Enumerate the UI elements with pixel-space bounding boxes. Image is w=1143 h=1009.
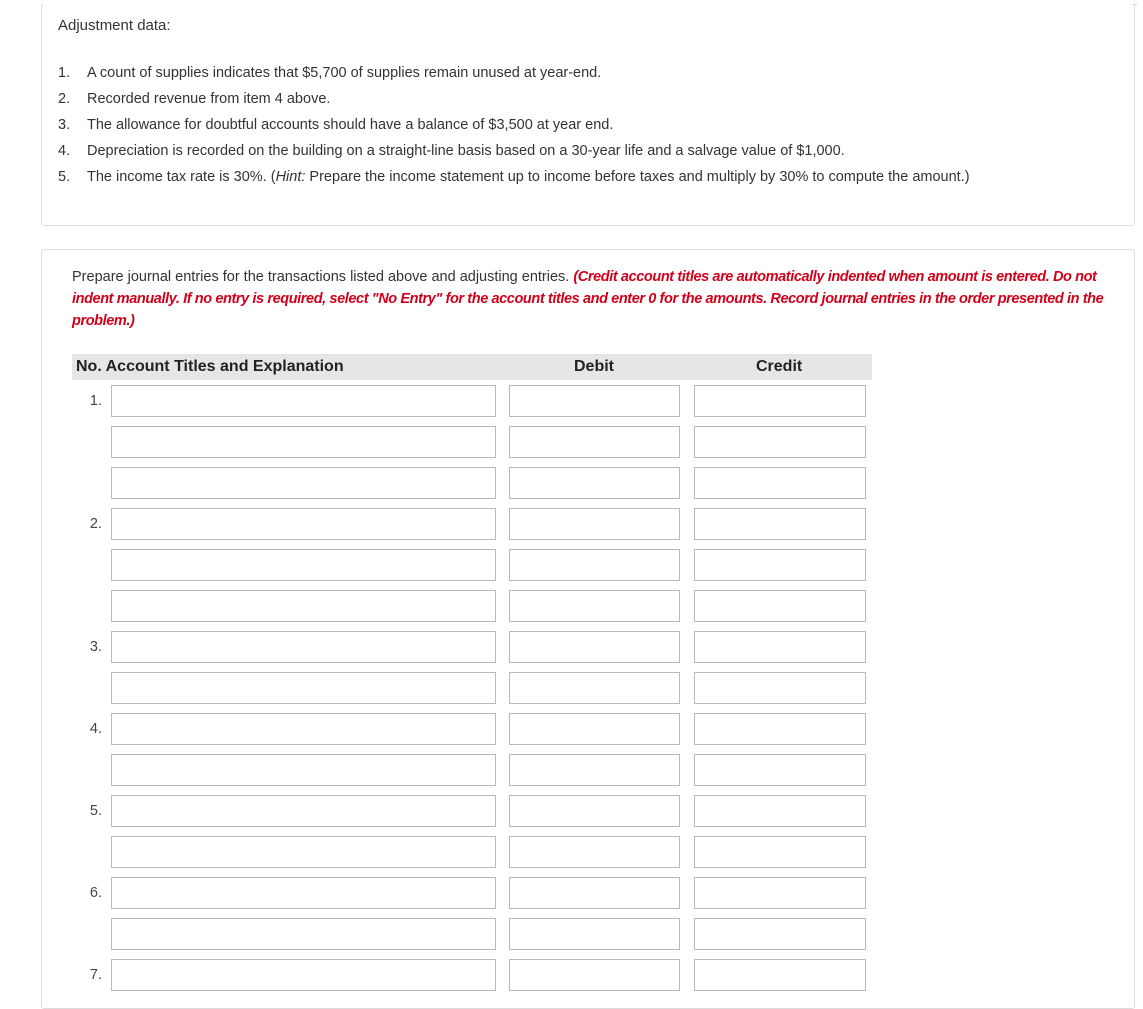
header-credit: Credit	[756, 358, 803, 375]
account-title-input[interactable]	[111, 795, 496, 827]
debit-input[interactable]	[509, 385, 680, 417]
account-title-input[interactable]	[111, 918, 496, 950]
credit-input[interactable]	[694, 959, 866, 991]
credit-input[interactable]	[694, 467, 866, 499]
journal-table-header	[72, 354, 872, 380]
entry-number: 5.	[89, 803, 102, 819]
credit-input[interactable]	[694, 836, 866, 868]
account-title-input[interactable]	[111, 754, 496, 786]
entry-number: 1.	[89, 393, 102, 409]
adjustment-item: 2. Recorded revenue from item 4 above.	[58, 91, 331, 107]
debit-input[interactable]	[509, 959, 680, 991]
adjustment-data-panel	[41, 4, 1135, 226]
debit-input[interactable]	[509, 877, 680, 909]
adjustment-heading: Adjustment data:	[58, 17, 171, 34]
credit-input[interactable]	[694, 672, 866, 704]
account-title-input[interactable]	[111, 836, 496, 868]
account-title-input[interactable]	[111, 877, 496, 909]
entry-number: 7.	[89, 967, 102, 983]
account-title-input[interactable]	[111, 467, 496, 499]
adjustment-list	[58, 63, 970, 193]
debit-input[interactable]	[509, 590, 680, 622]
debit-input[interactable]	[509, 508, 680, 540]
account-title-input[interactable]	[111, 508, 496, 540]
credit-input[interactable]	[694, 549, 866, 581]
credit-input[interactable]	[694, 713, 866, 745]
debit-input[interactable]	[509, 918, 680, 950]
instruction-warning: (Credit account titles are automatically indented when amount is entered. Do not indent manually. If no entry is required, select "No Entry" for the account titles and enter 0 for the amounts. Record journal entries in the order presented in the problem.)	[72, 269, 1104, 329]
account-title-input[interactable]	[111, 549, 496, 581]
journal-entry-panel	[41, 249, 1135, 1009]
debit-input[interactable]	[509, 672, 680, 704]
account-title-input[interactable]	[111, 959, 496, 991]
header-account-titles: No. Account Titles and Explanation	[76, 358, 344, 375]
entry-number: 2.	[89, 516, 102, 532]
debit-input[interactable]	[509, 795, 680, 827]
credit-input[interactable]	[694, 385, 866, 417]
credit-input[interactable]	[694, 508, 866, 540]
debit-input[interactable]	[509, 426, 680, 458]
credit-input[interactable]	[694, 426, 866, 458]
header-debit: Debit	[574, 358, 614, 375]
adjustment-item: 5. The income tax rate is 30%. (Hint: Prepare the income statement up to income before taxes and multiply by 30% to compute the amount.)	[58, 169, 970, 185]
debit-input[interactable]	[509, 631, 680, 663]
account-title-input[interactable]	[111, 672, 496, 704]
journal-instructions: Prepare journal entries for the transactions listed above and adjusting entries. (Credit account titles are automatically indented when amount is entered. Do not indent manually. If no entry is required, select "No Entry" for the account titles and enter 0 for the amounts. Record journal entries in the order presented in the problem.)	[72, 269, 1104, 329]
credit-input[interactable]	[694, 631, 866, 663]
account-title-input[interactable]	[111, 713, 496, 745]
account-title-input[interactable]	[111, 631, 496, 663]
entry-number: 6.	[89, 885, 102, 901]
adjustment-item: 4. Depreciation is recorded on the building on a straight-line basis based on a 30-year life and a salvage value of $1,000.	[58, 143, 845, 159]
adjustment-item: 1. A count of supplies indicates that $5,700 of supplies remain unused at year-end.	[58, 65, 602, 81]
entry-number: 4.	[89, 721, 102, 737]
account-title-input[interactable]	[111, 385, 496, 417]
debit-input[interactable]	[509, 836, 680, 868]
credit-input[interactable]	[694, 590, 866, 622]
credit-input[interactable]	[694, 877, 866, 909]
credit-input[interactable]	[694, 918, 866, 950]
debit-input[interactable]	[509, 754, 680, 786]
hint-label: Hint:	[275, 169, 306, 185]
account-title-input[interactable]	[111, 590, 496, 622]
debit-input[interactable]	[509, 467, 680, 499]
account-title-input[interactable]	[111, 426, 496, 458]
debit-input[interactable]	[509, 549, 680, 581]
credit-input[interactable]	[694, 795, 866, 827]
entry-number: 3.	[89, 639, 102, 655]
credit-input[interactable]	[694, 754, 866, 786]
adjustment-item: 3. The allowance for doubtful accounts should have a balance of $3,500 at year end.	[58, 117, 614, 133]
debit-input[interactable]	[509, 713, 680, 745]
